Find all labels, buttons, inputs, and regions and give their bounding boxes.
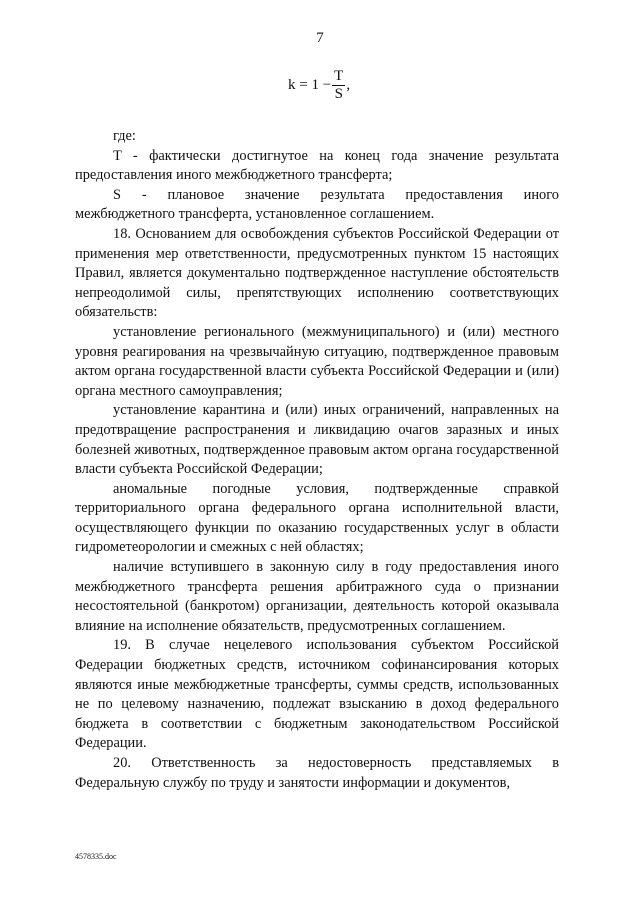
paragraph-where: где:	[113, 128, 136, 144]
formula-lhs: k = 1 −	[288, 77, 332, 93]
page-number: 7	[316, 30, 324, 46]
formula-denominator: S	[334, 86, 343, 102]
paragraph-emergency: установление регионального (межмуниципального) и (или) местного уровня реагирования на чрезвычайную ситуацию, подтвержденное правовым актом органа государственной власти субъекта Российской Федерации и (или) органа местного самоуправления;	[75, 323, 559, 399]
paragraph-quarantine: установление карантина и (или) иных ограничений, направленных на предотвращение распространения и ликвидацию очагов заразных и иных болезней животных, подтвержденное правовым актом органа государственной власти субъекта Российской Федерации;	[75, 402, 559, 478]
paragraph-t-definition: T - фактически достигнутое на конец года значение результата предоставления иного межбюджетного трансферта;	[75, 147, 559, 184]
paragraph-s-definition: S - плановое значение результата предоставления иного межбюджетного трансферта, установленное соглашением.	[75, 186, 559, 223]
paragraph-19: 19. В случае нецелевого использования субъектом Российской Федерации бюджетных средств, источником софинансирования которых являются иные межбюджетные трансферты, суммы средств, использованных не по целевому назначению, подлежат взысканию в доход федерального бюджета в соответствии с бюджетным законодательством Российской Федерации.	[75, 637, 559, 752]
paragraph-20: 20. Ответственность за недостоверность представляемых в Федеральную службу по труду и занятости информации и документов,	[75, 755, 559, 791]
formula-fraction	[332, 68, 345, 103]
formula	[288, 68, 350, 103]
paragraph-bankruptcy: наличие вступившего в законную силу в году предоставления иного межбюджетного трансферта решения арбитражного суда о признании несостоятельной (банкротом) организации, деятельность которой оказывала влияние на исполнение обязательств, предусмотренных соглашением.	[75, 559, 559, 634]
document-body	[75, 127, 559, 793]
formula-trailer: ,	[346, 77, 351, 93]
footer-filename: 4578335.doc	[75, 852, 117, 861]
formula-numerator: T	[334, 68, 344, 84]
paragraph-weather: аномальные погодные условия, подтвержденные справкой территориального органа федерального органа исполнительной власти, осуществляющего функции по оказанию государственных услуг в области гидрометеорологии и смежных с ней областях;	[75, 480, 559, 556]
paragraph-18: 18. Основанием для освобождения субъектов Российской Федерации от применения мер ответственности, предусмотренных пунктом 15 настоящих Правил, является документально подтвержденное наступление обстоятельств непреодолимой силы, препятствующих исполнению соответствующих обязательств:	[75, 225, 559, 321]
